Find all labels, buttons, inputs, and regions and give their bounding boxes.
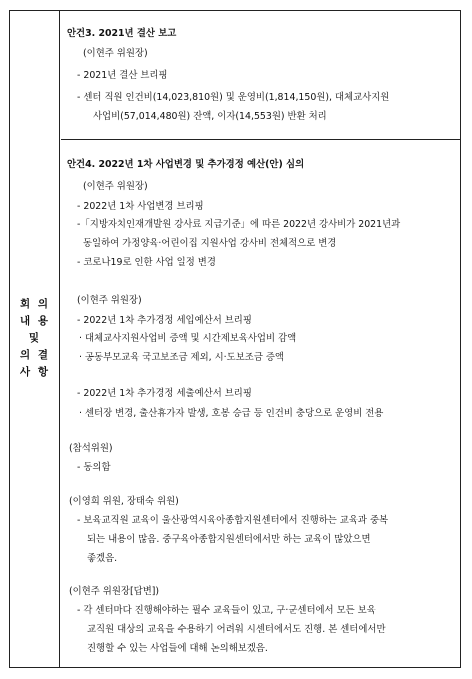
agenda3-speaker: (이현주 위원장) (83, 48, 148, 59)
agenda4-speaker: (이현주 위원장) (77, 295, 142, 306)
agenda4-line: · 공동부모교육 국고보조금 제외, 시·도보조금 증액 (79, 352, 284, 363)
agenda4-line: 진행할 수 있는 사업들에 대해 논의해보겠음. (87, 643, 268, 654)
agenda4-speaker: (이현주 위원장[답변]) (69, 586, 160, 597)
agenda4-speaker: (참석위원) (69, 443, 113, 454)
agenda4-line: - 2022년 1차 추가경정 세출예산서 브리핑 (77, 388, 252, 399)
agenda3-line: - 센터 직원 인건비(14,023,810원) 및 운영비(1,814,150원), 대체교사지원 (77, 92, 390, 103)
agenda3-line: - 2021년 결산 브리핑 (77, 70, 168, 81)
minutes-table (9, 10, 461, 668)
agenda3-line: 사업비(57,014,480원) 잔액, 이자(14,553원) 반환 처리 (93, 111, 327, 122)
agenda4-line: 동일하여 가정양육·어린이집 지원사업 강사비 전체적으로 변경 (83, 238, 337, 249)
agenda4-line: - 2022년 1차 사업변경 브리핑 (77, 201, 204, 212)
agenda4-line: 좋겠음. (87, 553, 118, 564)
side-label-line: 회 의 (20, 298, 50, 310)
agenda3-cell (61, 11, 460, 140)
agenda4-line: - 2022년 1차 추가경정 세입예산서 브리핑 (77, 315, 252, 326)
agenda4-line: - 동의함 (77, 462, 111, 473)
side-label-line: 내 용 (20, 315, 50, 327)
agenda4-speaker: (이영희 위원, 장태숙 위원) (69, 496, 179, 507)
agenda4-line: -「지방자치인재개발원 강사료 지급기준」에 따른 2022년 강사비가 2021년과 (77, 219, 401, 230)
agenda4-line: - 코로나19로 인한 사업 일정 변경 (77, 257, 216, 268)
agenda4-line: 교직원 대상의 교육을 수용하기 어려워 시센터에서도 진행. 본 센터에서만 (87, 624, 386, 635)
side-label-line: 및 (28, 332, 42, 344)
agenda4-line: 되는 내용이 많음. 중구육아종합지원센터에서만 하는 교육이 많았으면 (87, 534, 371, 545)
agenda4-line: · 대체교사지원사업비 증액 및 시간제보육사업비 감액 (79, 333, 297, 344)
agenda3-title: 안건3. 2021년 결산 보고 (67, 28, 177, 39)
agenda4-line: - 각 센터마다 진행해야하는 필수 교육들이 있고, 구·군센터에서 모든 보육 (77, 605, 376, 616)
side-label-line: 사 항 (20, 366, 50, 378)
agenda4-line: · 센터장 변경, 출산휴가자 발생, 호봉 승급 등 인건비 충당으로 운영비 전용 (79, 408, 384, 419)
agenda4-title: 안건4. 2022년 1차 사업변경 및 추가경정 예산(안) 심의 (67, 159, 305, 170)
agenda4-speaker: (이현주 위원장) (83, 181, 148, 192)
side-header-cell (10, 11, 60, 667)
side-label-line: 의 결 (20, 349, 50, 361)
agenda4-line: - 보육교직원 교육이 울산광역시육아종합지원센터에서 진행하는 교육과 중복 (77, 515, 389, 526)
side-label (10, 296, 60, 381)
agenda4-cell (61, 140, 460, 667)
